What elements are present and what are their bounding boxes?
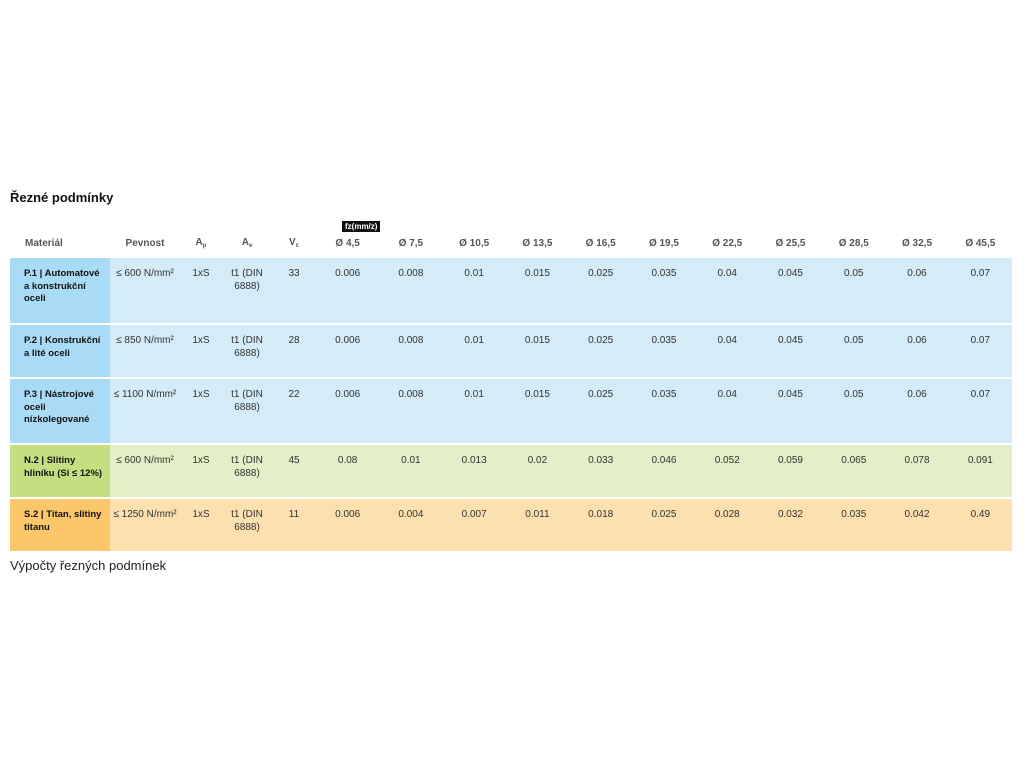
feed-value-cell: 0.006 xyxy=(316,324,379,378)
feed-value-cell: 0.045 xyxy=(759,324,822,378)
feed-value-cell: 0.028 xyxy=(696,498,759,552)
vc-cell: 22 xyxy=(272,378,316,444)
feed-value-cell: 0.006 xyxy=(316,498,379,552)
feed-value-cell: 0.008 xyxy=(379,258,442,324)
vc-cell: 45 xyxy=(272,444,316,498)
vc-cell: 33 xyxy=(272,258,316,324)
feed-value-cell: 0.025 xyxy=(569,324,632,378)
feed-value-cell: 0.06 xyxy=(885,378,948,444)
strength-cell: ≤ 1100 N/mm² xyxy=(110,378,180,444)
table-caption: Výpočty řezných podmínek xyxy=(10,558,167,573)
ap-cell: 1xS xyxy=(180,324,222,378)
ae-cell: t1 (DIN 6888) xyxy=(222,498,272,552)
ae-cell: t1 (DIN 6888) xyxy=(222,378,272,444)
feed-value-cell: 0.008 xyxy=(379,378,442,444)
feed-value-cell: 0.007 xyxy=(443,498,506,552)
feed-value-cell: 0.08 xyxy=(316,444,379,498)
feed-value-cell: 0.01 xyxy=(443,324,506,378)
ap-cell: 1xS xyxy=(180,444,222,498)
feed-value-cell: 0.06 xyxy=(885,324,948,378)
feed-value-cell: 0.07 xyxy=(949,378,1012,444)
ae-cell: t1 (DIN 6888) xyxy=(222,324,272,378)
feed-value-cell: 0.05 xyxy=(822,324,885,378)
feed-value-cell: 0.07 xyxy=(949,324,1012,378)
feed-unit-badge: fz(mm/z) xyxy=(342,221,380,232)
feed-value-cell: 0.015 xyxy=(506,324,569,378)
material-cell: N.2 | Slitiny hliníku (Si ≤ 12%) xyxy=(10,444,110,498)
feed-value-cell: 0.035 xyxy=(822,498,885,552)
table-header-row xyxy=(10,229,1012,258)
feed-value-cell: 0.01 xyxy=(379,444,442,498)
feed-value-cell: 0.04 xyxy=(696,378,759,444)
header-diameter: Ø 13,5 xyxy=(522,238,553,249)
feed-value-cell: 0.01 xyxy=(443,378,506,444)
feed-value-cell: 0.018 xyxy=(569,498,632,552)
header-diameter: Ø 45,5 xyxy=(965,238,996,249)
ap-cell: 1xS xyxy=(180,498,222,552)
table-row xyxy=(10,378,1012,444)
feed-value-cell: 0.015 xyxy=(506,378,569,444)
material-cell: S.2 | Titan, slitiny titanu xyxy=(10,498,110,552)
feed-value-cell: 0.006 xyxy=(316,258,379,324)
feed-value-cell: 0.06 xyxy=(885,258,948,324)
table-row xyxy=(10,498,1012,552)
material-cell: P.1 | Automatové a konstrukční oceli xyxy=(10,258,110,324)
feed-value-cell: 0.025 xyxy=(632,498,695,552)
feed-value-cell: 0.07 xyxy=(949,258,1012,324)
feed-value-cell: 0.015 xyxy=(506,258,569,324)
strength-cell: ≤ 600 N/mm² xyxy=(110,444,180,498)
ae-cell: t1 (DIN 6888) xyxy=(222,444,272,498)
feed-value-cell: 0.025 xyxy=(569,258,632,324)
feed-value-cell: 0.065 xyxy=(822,444,885,498)
table-row xyxy=(10,444,1012,498)
vc-cell: 11 xyxy=(272,498,316,552)
feed-value-cell: 0.091 xyxy=(949,444,1012,498)
section-title: Řezné podmínky xyxy=(10,190,114,205)
header-diameter: Ø 19,5 xyxy=(648,238,679,249)
vc-cell: 28 xyxy=(272,324,316,378)
feed-value-cell: 0.025 xyxy=(569,378,632,444)
ap-cell: 1xS xyxy=(180,258,222,324)
feed-value-cell: 0.02 xyxy=(506,444,569,498)
material-cell: P.3 | Nástrojové oceli nízkolegované xyxy=(10,378,110,444)
feed-value-cell: 0.045 xyxy=(759,258,822,324)
feed-value-cell: 0.035 xyxy=(632,378,695,444)
cutting-conditions-table xyxy=(10,229,1012,553)
ae-cell: t1 (DIN 6888) xyxy=(222,258,272,324)
header-material: Materiál xyxy=(25,238,63,249)
feed-value-cell: 0.078 xyxy=(885,444,948,498)
header-diameter: Ø 4,5 xyxy=(335,238,360,249)
feed-value-cell: 0.05 xyxy=(822,378,885,444)
feed-value-cell: 0.046 xyxy=(632,444,695,498)
header-vc: $V_c$ xyxy=(288,237,299,249)
feed-value-cell: 0.052 xyxy=(696,444,759,498)
feed-value-cell: 0.013 xyxy=(443,444,506,498)
header-diameter: Ø 7,5 xyxy=(398,238,424,249)
header-diameter: Ø 32,5 xyxy=(902,238,933,249)
feed-value-cell: 0.008 xyxy=(379,324,442,378)
strength-cell: ≤ 850 N/mm² xyxy=(110,324,180,378)
feed-value-cell: 0.49 xyxy=(949,498,1012,552)
header-diameter: Ø 10,5 xyxy=(459,238,490,249)
header-diameter: Ø 28,5 xyxy=(838,238,869,249)
feed-value-cell: 0.042 xyxy=(885,498,948,552)
feed-value-cell: 0.035 xyxy=(632,324,695,378)
strength-cell: ≤ 1250 N/mm² xyxy=(110,498,180,552)
table-row xyxy=(10,324,1012,378)
header-diameter: Ø 16,5 xyxy=(585,238,616,249)
feed-value-cell: 0.011 xyxy=(506,498,569,552)
feed-value-cell: 0.05 xyxy=(822,258,885,324)
feed-value-cell: 0.035 xyxy=(632,258,695,324)
feed-value-cell: 0.032 xyxy=(759,498,822,552)
ap-cell: 1xS xyxy=(180,378,222,444)
feed-value-cell: 0.033 xyxy=(569,444,632,498)
feed-value-cell: 0.04 xyxy=(696,324,759,378)
header-diameter: Ø 22,5 xyxy=(712,238,743,249)
feed-value-cell: 0.006 xyxy=(316,378,379,444)
header-ap: $A_p$ xyxy=(195,237,207,249)
header-ae: $A_e$ xyxy=(241,237,253,249)
strength-cell: ≤ 600 N/mm² xyxy=(110,258,180,324)
table-row xyxy=(10,258,1012,324)
feed-value-cell: 0.01 xyxy=(443,258,506,324)
header-diameter: Ø 25,5 xyxy=(775,238,806,249)
feed-value-cell: 0.04 xyxy=(696,258,759,324)
feed-value-cell: 0.004 xyxy=(379,498,442,552)
feed-value-cell: 0.045 xyxy=(759,378,822,444)
feed-value-cell: 0.059 xyxy=(759,444,822,498)
header-strength: Pevnost xyxy=(125,238,165,249)
material-cell: P.2 | Konstrukční a lité oceli xyxy=(10,324,110,378)
